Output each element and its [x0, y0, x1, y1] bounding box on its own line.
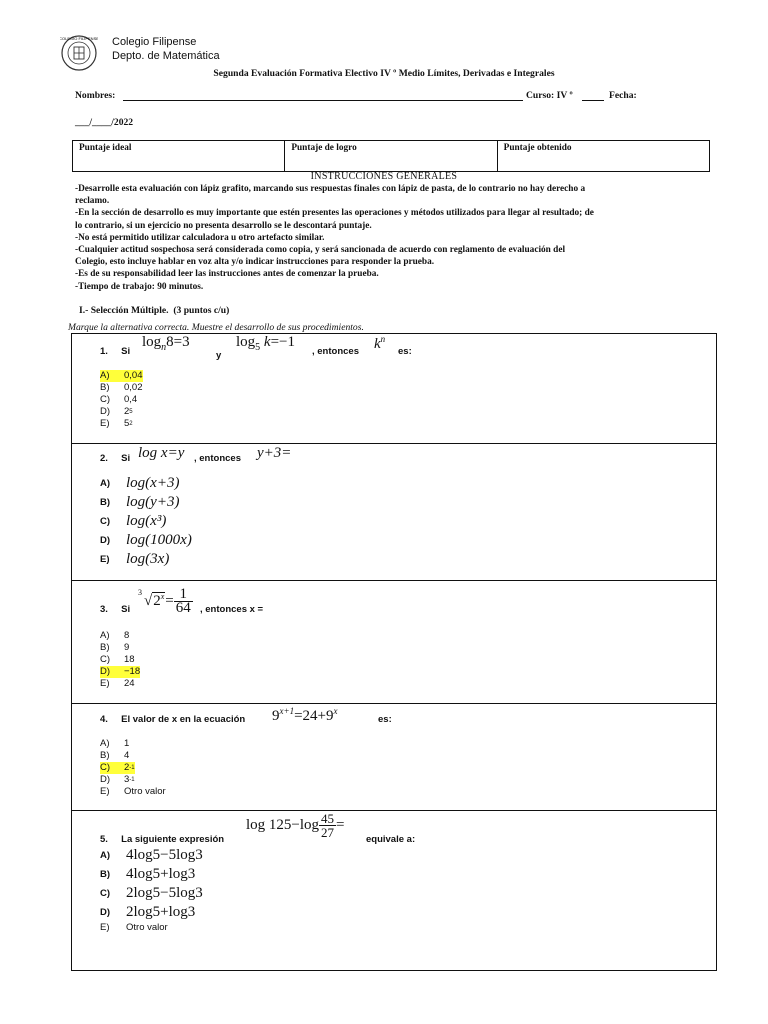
q1-formula-1: $\log_n8=3$	[142, 334, 190, 353]
q3-option-e[interactable]: E) 24	[100, 678, 135, 689]
q5-option-b[interactable]: B) 4log5+log3	[100, 866, 196, 882]
q3-option-b[interactable]: B) 9	[100, 642, 130, 653]
q2-entonces: , entonces	[194, 453, 241, 464]
school-name: Colegio Filipense	[112, 36, 197, 48]
instructions-block	[75, 183, 715, 293]
department-name: Depto. de Matemática	[112, 50, 220, 62]
score-obtenido-cell: Puntaje obtenido	[503, 143, 572, 153]
instruction-line: -Cualquier actitud sospechosa será considerada como copia, y será sancionada de acuerdo con reglamento de evaluación del	[75, 245, 566, 256]
q2-options	[100, 474, 192, 569]
q5-option-d[interactable]: D) 2log5+log3	[100, 904, 196, 920]
q1-entonces: , entonces	[312, 346, 359, 357]
score-table	[72, 140, 710, 172]
q4-option-b[interactable]: B) 4	[100, 750, 130, 761]
divider	[71, 580, 717, 581]
q5-equivale: equivale a:	[366, 834, 416, 845]
instruction-line: -En la sección de desarrollo es muy importante que estén presentes las operaciones y métodos utilizados para llegar al resultado; de	[75, 208, 594, 219]
q1-y: y	[216, 350, 222, 361]
q5-option-a[interactable]: A) 4log5−5log3	[100, 847, 203, 863]
instruction-line: reclamo.	[75, 196, 110, 207]
q4-option-e[interactable]: E) Otro valor	[100, 786, 166, 797]
q2-option-e[interactable]: E) log(3x)	[100, 551, 170, 567]
instructions-heading: INSTRUCCIONES GENERALES	[310, 171, 458, 182]
q3-options	[100, 630, 140, 690]
name-blank[interactable]	[123, 100, 523, 101]
school-logo	[60, 34, 98, 72]
q1-number-si: 1. Si	[100, 346, 131, 357]
instruction-line: -Tiempo de trabajo: 90 minutos.	[75, 281, 204, 292]
svg-text:COLEGIO FILIPENSE: COLEGIO FILIPENSE	[60, 36, 98, 41]
q3-option-a[interactable]: A) 8	[100, 630, 130, 641]
q4-number-text: 4. El valor de x en la ecuación	[100, 714, 246, 725]
q1-option-b[interactable]: B) 0,02	[100, 382, 143, 393]
instruction-line: lo contrario, si un ejercicio no presenta desarrollo se le descontará puntaje.	[75, 220, 372, 231]
instruction-line: -Desarrolle esta evaluación con lápiz grafito, marcando sus respuestas finales con lápiz de pasta, de lo contrario no hay derecho a	[75, 184, 586, 194]
q5-option-e[interactable]: E) Otro valor	[100, 922, 168, 933]
q1-option-c[interactable]: C) 0,4	[100, 394, 138, 405]
q1-option-d[interactable]: D) 2 5	[100, 406, 133, 417]
q3-formula: 3 √2$^x$ = $\frac{1}{64}$	[138, 585, 191, 616]
divider	[71, 443, 717, 444]
divider	[71, 810, 717, 811]
name-label: Nombres:	[75, 90, 116, 101]
instruction-line: -Es de su responsabilidad leer las instrucciones antes de comenzar la prueba.	[75, 269, 379, 280]
exam-title: Segunda Evaluación Formativa Electivo IV º Medio Límites, Derivadas e Integrales	[213, 68, 555, 79]
question-2	[100, 446, 700, 576]
date-label: Fecha:	[609, 90, 637, 101]
q2-option-b[interactable]: B) log(y+3)	[100, 494, 180, 510]
q4-options	[100, 738, 166, 798]
q3-number-si: 3. Si	[100, 604, 131, 615]
question-3	[100, 583, 700, 701]
score-ideal-cell: Puntaje ideal	[73, 141, 285, 171]
q1-formula-2: $\log_5 k=-1$	[236, 334, 296, 353]
instruction-line: Colegio, esto incluye hablar en voz alta y/o indicar instrucciones para responder la prueba.	[75, 257, 435, 268]
q5-option-c[interactable]: C) 2log5−5log3	[100, 885, 203, 901]
q4-option-d[interactable]: D) 3 -1	[100, 774, 135, 785]
q2-formula-2: y+3=	[257, 445, 292, 461]
student-line	[75, 90, 715, 104]
course-label: Curso: IV º	[526, 90, 573, 101]
q3-option-c[interactable]: C) 18	[100, 654, 135, 665]
q2-option-d[interactable]: D) log(1000x)	[100, 532, 192, 548]
section-subtitle: Marque la alternativa correcta. Muestre el desarrollo de sus procedimientos.	[68, 322, 364, 333]
divider	[71, 703, 717, 704]
q4-option-c[interactable]: C) 2 -1	[100, 762, 135, 773]
q2-option-c[interactable]: C) log(x³)	[100, 513, 167, 529]
q2-formula-1: log x=y	[138, 445, 185, 461]
question-4	[100, 706, 700, 806]
question-1	[100, 336, 700, 436]
q4-option-a[interactable]: A) 1	[100, 738, 130, 749]
q1-option-e[interactable]: E) 5 2	[100, 418, 133, 429]
date-value: ___/____/2022	[75, 117, 134, 128]
q5-number-text: 5. La siguiente expresión	[100, 834, 225, 845]
q1-es: es:	[398, 346, 412, 357]
q4-es: es:	[378, 714, 392, 725]
q5-expression: log 125−log $\frac{45}{27}$ =	[246, 811, 345, 840]
instruction-line: -No está permitido utilizar calculadora u otro artefacto similar.	[75, 232, 325, 243]
score-logro-cell: Puntaje de logro	[285, 141, 497, 171]
q3-entonces: , entonces x =	[200, 604, 264, 615]
q4-formula: $9^{x+1}=24+9^x$	[272, 706, 338, 724]
q1-option-a[interactable]: A) 0,04	[100, 370, 143, 381]
question-5	[100, 812, 700, 962]
q2-option-a[interactable]: A) log(x+3)	[100, 475, 180, 491]
q1-formula-3: $k^n$	[374, 334, 386, 352]
section-title: I.- Selección Múltiple. (3 puntos c/u)	[79, 305, 230, 316]
q5-options	[100, 846, 203, 934]
course-blank[interactable]	[582, 100, 604, 101]
q2-number-si: 2. Si	[100, 453, 131, 464]
q3-option-d[interactable]: D) −18	[100, 666, 141, 677]
q1-options	[100, 370, 143, 430]
